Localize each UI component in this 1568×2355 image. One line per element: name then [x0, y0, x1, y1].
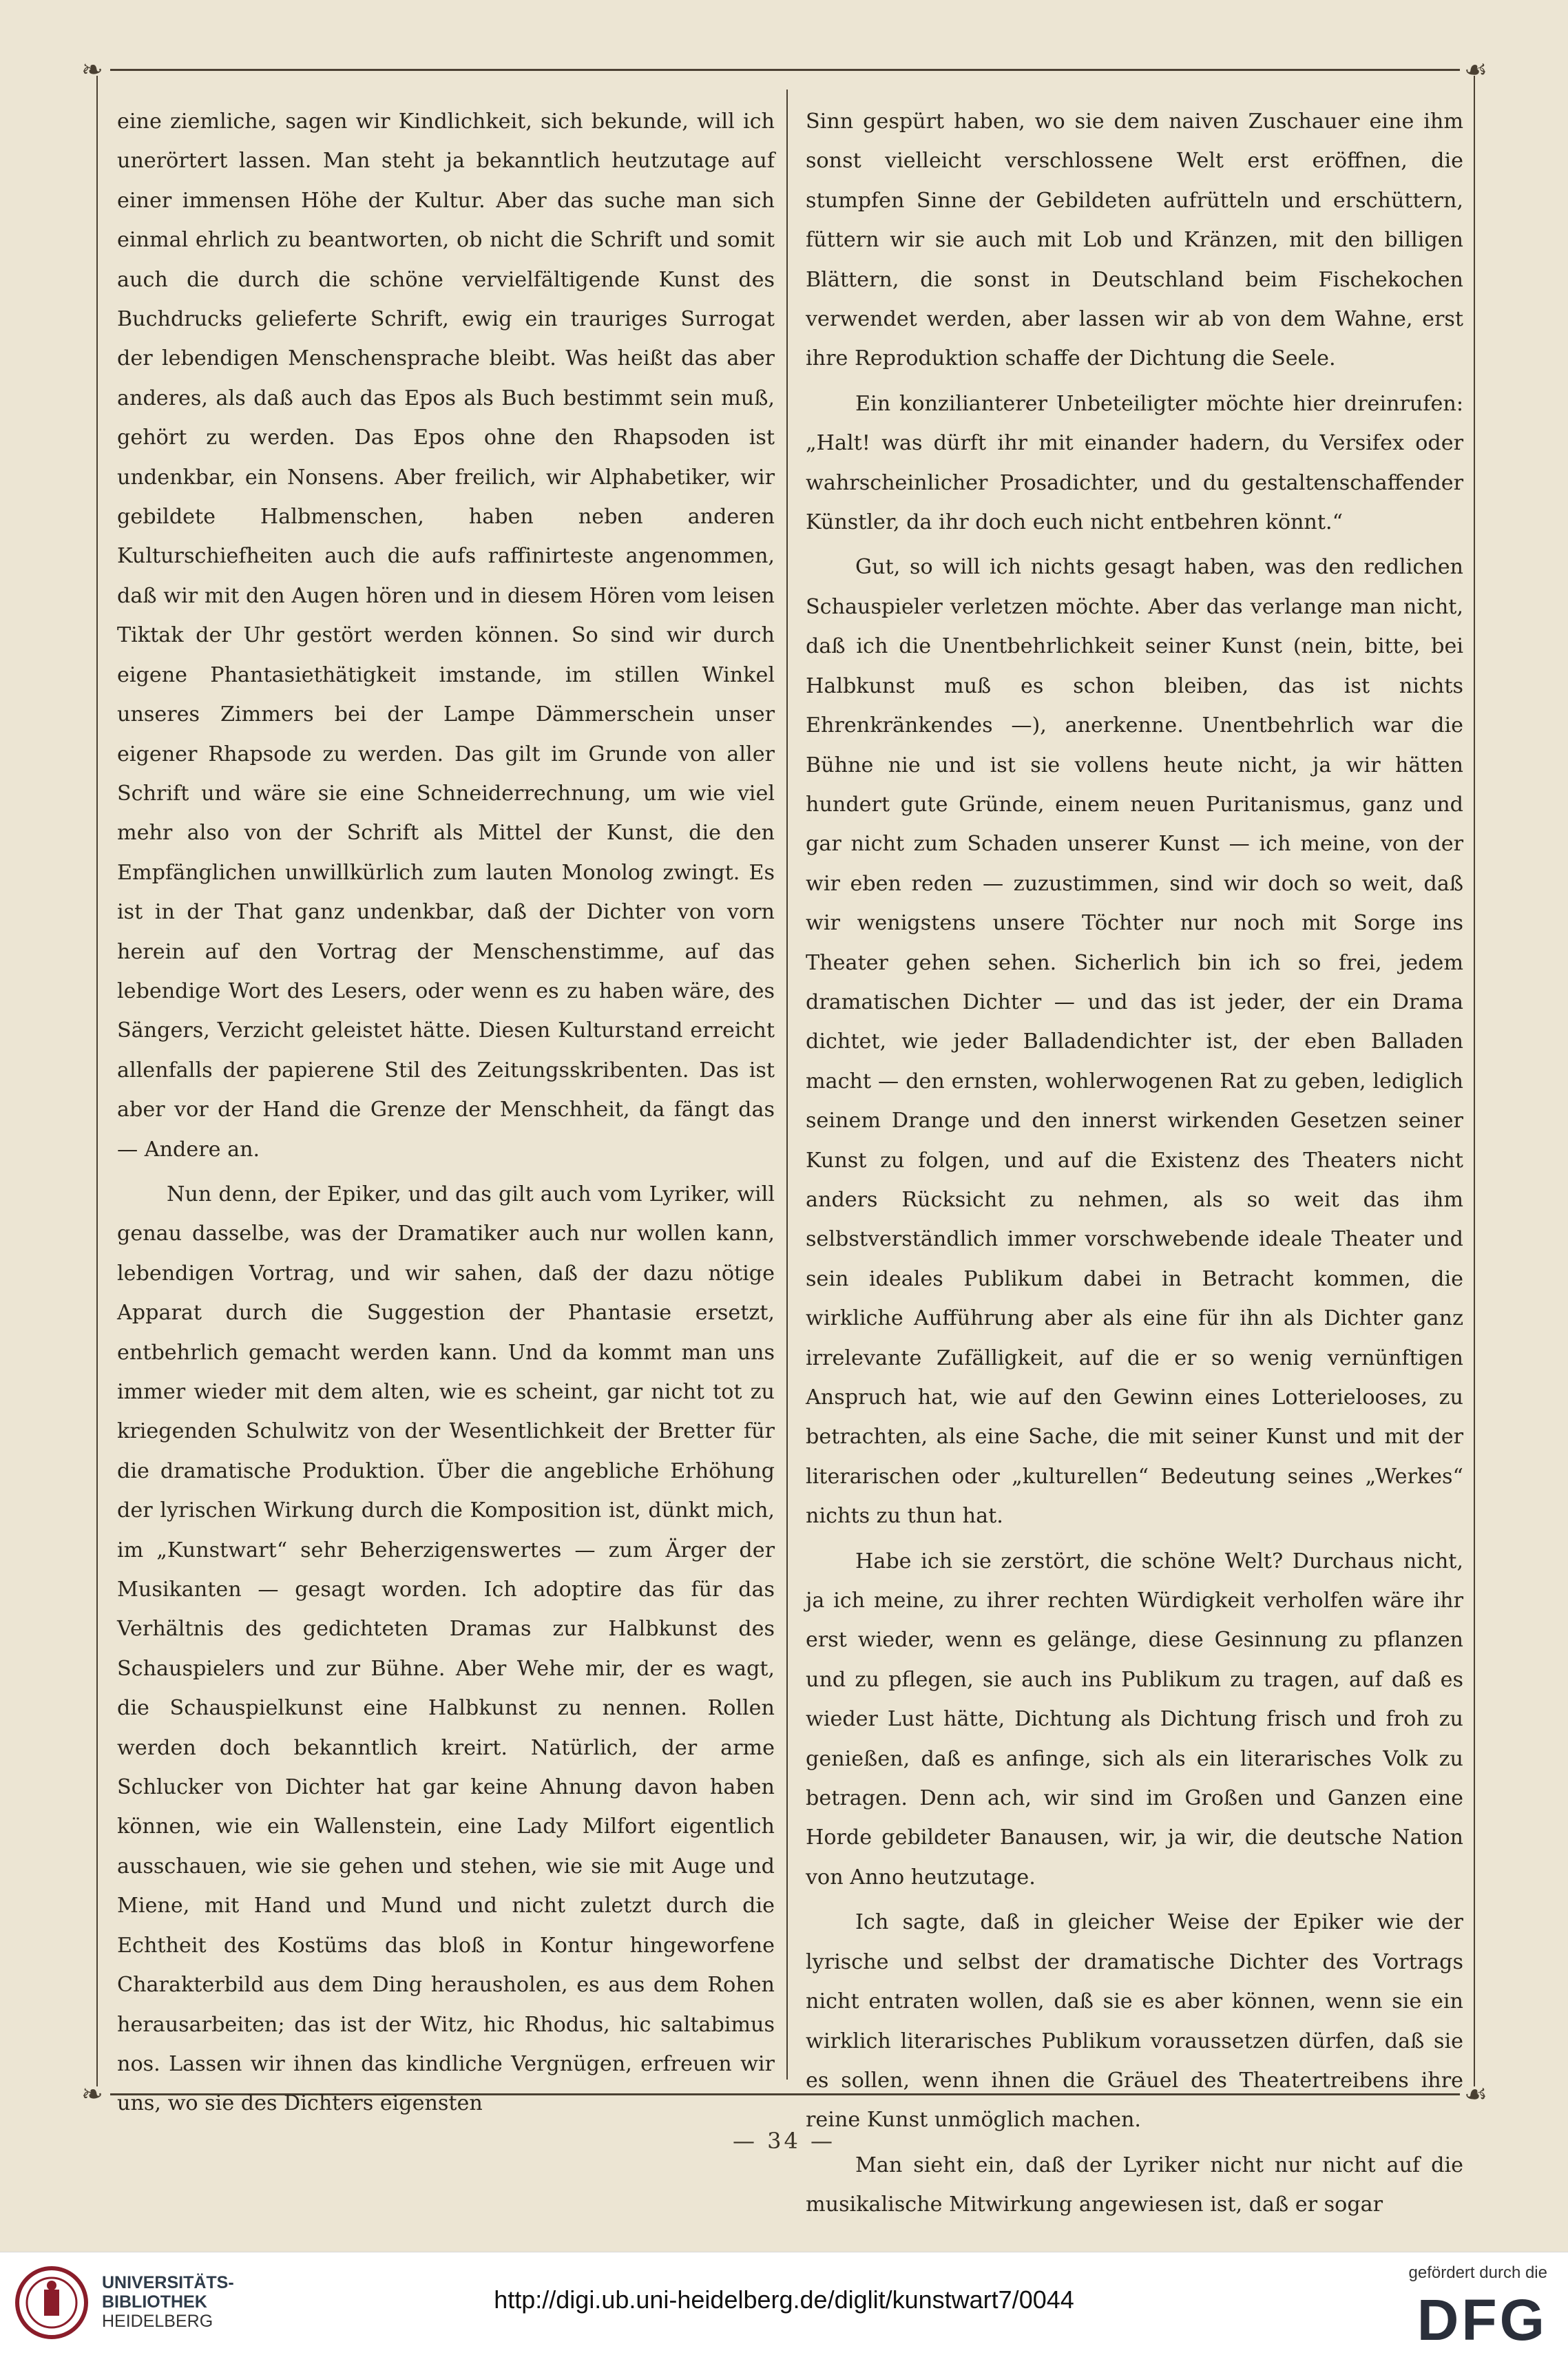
funding-note: gefördert durch die	[1408, 2263, 1547, 2282]
left-rule	[96, 76, 98, 2086]
institution-line: HEIDELBERG	[102, 2312, 213, 2331]
top-rule	[110, 69, 1460, 71]
paragraph: Gut, so will ich nichts gesagt haben, was den redlichen Schauspieler verletzen möchte. Aber das verlange man nicht, daß ich die Unentbehrlichkeit seiner Kunst (nein, bitte, bei Halbkunst muß es schon bleiben, das ist nichts Ehrenkränkendes —), anerkenne. Unentbehrlich war die Bühne nie und ist sie vollens heute nicht, ja wir hätten hundert gute Gründe, einem neuen Puritanismus, ganz und gar nicht zum Schaden unserer Kunst — ich meine, von der wir eben reden — zuzustimmen, sind wir doch so weit, daß wir wenigstens unsere Töchter nur noch mit Sorge ins Theater gehen sehen. Sicherlich bin ich so frei, jedem dramatischen Dichter — und das ist jeder, der ein Drama dichtet, wie jeder Balladendichter ist, der eben Balladen macht — den ernsten, wohlerwogenen Rat zu geben, lediglich seinem Drange und den innerst wirkenden Gesetzen seiner Kunst zu folgen, und auf die Existenz des Theaters nicht anders Rücksicht zu nehmen, als so weit das ihm selbstverständlich immer vorschwebende ideale Theater und sein ideales Publikum dabei in Betracht kommen, die wirkliche Aufführung aber als eine für ihn als Dichter ganz irrelevante Zufälligkeit, auf die er so wenig vernünftigen Anspruch hat, wie auf den Gewinn eines Lotterielooses, zu betrachten, als eine Sache, die mit seiner Kunst und mit der literarischen oder „kulturellen“ Bedeutung seines „Werkes“ nichts zu thun hat.	[806, 555, 1463, 1529]
right-rule	[1474, 76, 1475, 2086]
corner-ornament-bottom-right: ☙	[1464, 2079, 1488, 2109]
page-number: — 34 —	[732, 2128, 836, 2154]
corner-ornament-top-left: ❧	[81, 54, 103, 85]
paragraph: Sinn gespürt haben, wo sie dem naiven Zuschauer eine ihm sonst vielleicht verschlossene Welt erst eröffnen, die stumpfen Sinne der Gebildeten aufrütteln und erschüttern, füttern wir sie auch mit Lob und Kränzen, mit den billigen Blättern, die sonst in Deutschland beim Fischekochen verwendet werden, aber lassen wir ab von dem Wahne, erst ihre Reproduktion schaffe der Dichtung die Seele.	[806, 109, 1463, 371]
paragraph: Man sieht ein, daß der Lyriker nicht nur nicht auf die musikalische Mitwirkung angewiesen ist, daß er sogar	[806, 2153, 1463, 2217]
paragraph: Habe ich sie zerstört, die schöne Welt? Durchaus nicht, ja ich meine, zu ihrer rechten Würdigkeit verholfen wäre ihr erst wieder, wenn es gelänge, diese Gesinnung zu pflanzen und zu pflegen, sie auch ins Publikum zu tragen, auf daß es wieder Lust hätte, Dichtung als Dichtung frisch und froh zu genießen, daß es anfinge, sich als ein literarisches Volk zu betragen. Denn ach, wir sind im Großen und Ganzen eine Horde gebildeter Banausen, wir, ja wir, die deutsche Nation von Anno heutzutage.	[806, 1549, 1463, 1890]
dfg-logo: DFG	[1417, 2288, 1547, 2352]
paragraph: Ein konzilianterer Unbeteiligter möchte hier dreinrufen: „Halt! was dürft ihr mit einander hadern, du Versifex oder wahrscheinlicher Prosadichter, und du gestaltenschaffender Künstler, da ihr doch euch nicht entbehren könnt.“	[806, 391, 1463, 535]
right-column	[806, 102, 1463, 2217]
institution-line: BIBLIOTHEK	[102, 2292, 207, 2312]
paragraph: eine ziemliche, sagen wir Kindlichkeit, sich bekunde, will ich unerörtert lassen. Man steht ja bekanntlich heutzutage auf einer immensen Höhe der Kultur. Aber das suche man sich einmal ehrlich zu beantworten, ob nicht die Schrift und somit auch die durch die schöne vervielfältigende Kunst des Buchdrucks gelieferte Schrift, ewig ein trauriges Surrogat der lebendigen Menschensprache bleibt. Was heißt das aber anderes, als daß auch das Epos als Buch bestimmt sein muß, gehört zu werden. Das Epos ohne den Rhapsoden ist undenkbar, ein Nonsens. Aber freilich, wir Alphabetiker, wir gebildete Halbmenschen, haben neben anderen Kulturschiefheiten auch die aufs raffinirteste angenommen, daß wir mit den Augen hören und in diesem Hören vom leisen Tiktak der Uhr gestört werden können. So sind wir durch eigene Phantasiethätigkeit imstande, im stillen Winkel unseres Zimmers bei der Lampe Dämmerschein unser eigener Rhapsode zu werden. Das gilt im Grunde von aller Schrift und wäre sie eine Schneiderrechnung, um wie viel mehr also von der Schrift als Mittel der Kunst, die den Empfänglichen unwillkürlich zum lauten Monolog zwingt. Es ist in der That ganz undenkbar, daß der Dichter von vorn herein auf den Vortrag der Menschenstimme, auf das lebendige Wort des Lesers, oder wenn es zu haben wäre, des Sängers, Verzicht geleistet hätte. Diesen Kulturstand erreicht allenfalls der papierene Stil des Zeitungsskribenten. Das ist aber vor der Hand die Grenze der Menschheit, da fängt das — Andere an.	[117, 109, 775, 1162]
institution-line: UNIVERSITÄTS-	[102, 2273, 234, 2292]
paragraph: Ich sagte, daß in gleicher Weise der Epiker wie der lyrische und selbst der dramatische Dichter des Vortrags nicht entraten wollen, daß sie es aber können, wenn sie ein wirklich literarisches Publikum voraussetzen dürfen, daß sie es sollen, wenn ihnen die Gräuel des Theatertreibens ihre reine Kunst unmöglich machen.	[806, 1910, 1463, 2133]
corner-ornament-bottom-left: ❧	[81, 2079, 103, 2109]
viewer-footer	[0, 2252, 1568, 2355]
corner-ornament-top-right: ☙	[1464, 54, 1488, 85]
left-column	[117, 102, 775, 2116]
paragraph: Nun denn, der Epiker, und das gilt auch vom Lyriker, will genau dasselbe, was der Dramatiker auch nur wollen kann, lebendigen Vortrag, und wir sahen, daß der dazu nötige Apparat durch die Suggestion der Phantasie ersetzt, entbehrlich gemacht werden kann. Und da kommt man uns immer wieder mit dem alten, wie es scheint, gar nicht tot zu kriegenden Schulwitz von der Wesentlichkeit der Bretter für die dramatische Produktion. Über die angebliche Erhöhung der lyrischen Wirkung durch die Komposition ist, dünkt mich, im „Kunstwart“ sehr Beherzigenswertes — zum Ärger der Musikanten — gesagt worden. Ich adoptire das für das Verhältnis des gedichteten Dramas zur Halbkunst des Schauspielers und zur Bühne. Aber Wehe mir, der es wagt, die Schauspielkunst eine Halbkunst zu nennen. Rollen werden doch bekanntlich kreirt. Natürlich, der arme Schlucker von Dichter hat gar keine Ahnung davon haben können, wie ein Wallenstein, eine Lady Milfort eigentlich ausschauen, wie sie gehen und stehen, wie sie mit Auge und Miene, mit Hand und Mund und nicht zuletzt durch die Echtheit des Kostüms das bloß in Kontur hingeworfene Charakterbild aus dem Ding herausholen, es aus dem Rohen herausarbeiten; das ist der Witz, hic Rhodus, hic saltabimus nos. Lassen wir ihnen das kindliche Vergnügen, erfreuen wir uns, wo sie des Dichters eigensten	[117, 1182, 775, 2116]
permalink-url[interactable]: http://digi.ub.uni-heidelberg.de/diglit/kunstwart7/0044	[494, 2285, 1074, 2314]
column-divider	[786, 90, 788, 2080]
